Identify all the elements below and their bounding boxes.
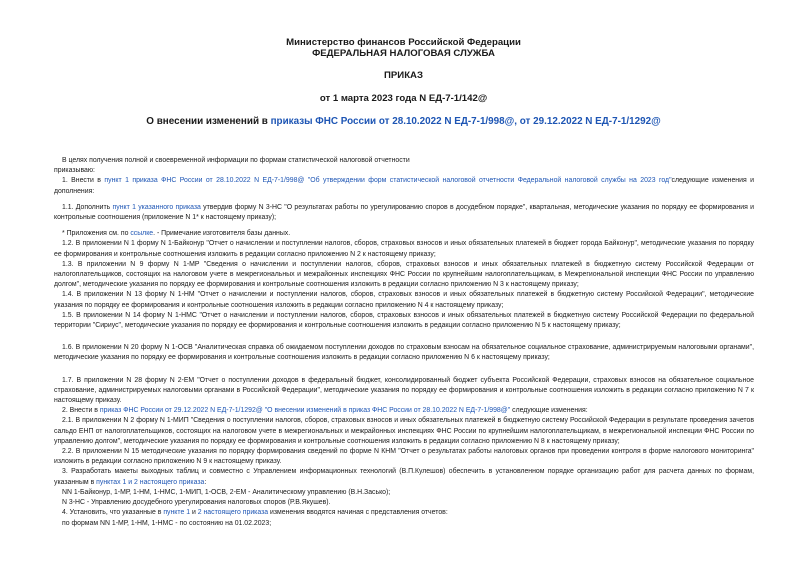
link-order-title[interactable]: "Об утверждении форм статистической налоговой отчетности Федеральной налоговой службы на 2023 год"	[307, 177, 672, 185]
document-body	[54, 156, 754, 529]
paragraph-3: 3. Разработать макеты выходных таблиц и совместно с Управлением информационных технологий (В.П.Кулешов) обеспечить в установленном порядке организацию работ для расчета данных по формам, указанным в пунктах 1 и 2 настоящего приказа:	[54, 468, 754, 486]
subject-link[interactable]: приказы ФНС России от 28.10.2022 N ЕД-7-1/998@, от 29.12.2022 N ЕД-7-1/1292@	[270, 116, 661, 127]
paragraph-2-2: 2.2. В приложении N 15 методические указания по порядку формирования сведений по форме N КНМ "Отчет о результатах работы налоговых органов при проведении контроля в форме налогового мониторинга" изложить в редакции согласно приложению N 9 к настоящему приказу.	[54, 448, 754, 466]
paragraph-1-5: 1.5. В приложении N 14 форму N 1-НМС "Отчет о начислении и поступлении налогов, сборов, страховых взносов и иных обязательных платежей в бюджетную систему Российской Федерации по федеральной территории "Сириус", методические указания по порядку ее формирования и контрольные соотношения изложить в редакции согласно приложению N 5 к настоящему приказу;	[54, 311, 754, 330]
intro-paragraph: В целях получения полной и своевременной информации по формам статистической налоговой отчетности	[62, 157, 410, 164]
link-point-1-p4[interactable]: пункте 1	[163, 509, 191, 517]
paragraph-1-6: 1.6. В приложении N 20 форму N 1-ОСВ "Аналитическая справка об ожидаемом поступлении доходов по страховым взносам на обязательное социальное страхование, администрируемым налоговыми органами", методические указания по порядку ее формирования и контрольные соотношения изложить в редакции согласно приложению N 6 к настоящему приказу;	[54, 344, 754, 362]
footnote: * Приложения см. по ссылке. - Примечание изготовителя базы данных.	[62, 230, 291, 238]
document-type: ПРИКАЗ	[384, 70, 423, 81]
service-name: ФЕДЕРАЛЬНАЯ НАЛОГОВАЯ СЛУЖБА	[312, 48, 495, 59]
paragraph-1: 1. Внести в пункт 1 приказа ФНС России от 28.10.2022 N ЕД-7-1/998@ "Об утверждении форм статистической налоговой отчетности Федеральной налоговой службы на 2023 год"следующие изменения и дополнения:	[54, 177, 754, 195]
document-subject	[0, 116, 807, 128]
paragraph-1-4: 1.4. В приложении N 13 форму N 1-НМ "Отчет о начислении и поступлении налогов, сборов, страховых взносов и иных обязательных платежей в бюджетную систему Российской Федерации", методические указания по порядку ее формирования и контрольные соотношения изложить в редакции согласно приложению N 4 к настоящему приказу;	[54, 291, 754, 309]
link-point-2-p4[interactable]: 2 настоящего приказа	[197, 509, 269, 517]
subject-prefix: О внесении изменений в	[146, 116, 271, 127]
order-word: приказываю:	[54, 167, 95, 175]
link-order-1292[interactable]: приказ ФНС России от 29.12.2022 N ЕД-7-1/1292@	[99, 407, 263, 415]
link-appendix[interactable]: ссылке	[130, 230, 154, 238]
paragraph-4-forms: по формам NN 1-МР, 1-НМ, 1-НМС - по состоянию на 01.02.2023;	[62, 519, 272, 527]
forms-list-analytics: NN 1-Байконур, 1-МР, 1-НМ, 1-НМС, 1-МИП, 1-ОСВ, 2-ЕМ - Аналитическому управлению (В.Н.Засько);	[62, 488, 391, 496]
link-order-1292-title[interactable]: "О внесении изменений в приказ ФНС России от 28.10.2022 N ЕД-7-1/998@"	[264, 407, 511, 415]
paragraph-1-7: 1.7. В приложении N 28 форму N 2-ЕМ "Отчет о поступлении доходов в федеральный бюджет, консолидированный бюджет субъекта Российской Федерации, страховых взносов на обязательное социальное страхование, администрируемых налоговыми органами в Российской Федерации", методические указания по порядку ее формирования и контрольные соотношения изложить в редакции согласно приложению N 7 к настоящему приказу.	[54, 376, 754, 405]
paragraph-2-1: 2.1. В приложении N 2 форму N 1-МИП "Сведения о поступлении налогов, сборов, страховых взносов и иных обязательных платежей в бюджетную систему Российской Федерации в результате проведения зачетов сальдо ЕНП от налогоплательщиков, состоящих на налоговом учете в межрегиональных и межрайонных инспекциях ФНС России по крупнейшим налогоплательщикам, в межрегиональной инспекции ФНС России по управлению долгом", методические указания по порядку ее формирования и контрольные соотношения изложить в редакции согласно приложению N 8 к настоящему приказу;	[54, 417, 754, 445]
ministry-name: Министерство финансов Российской Федерации	[286, 37, 521, 48]
link-order-998-p1[interactable]: пункт 1 приказа ФНС России от 28.10.2022 N ЕД-7-1/998@	[104, 177, 305, 185]
paragraph-1-1: 1.1. Дополнить пункт 1 указанного приказа утвердив форму N 3-НС "О результатах работы по урегулированию споров в досудебном порядке", квартальная, методические указания по порядку ее формирования и контрольные соотношения (приложение N 1* к настоящему приказу);	[54, 203, 754, 222]
document-date-number: от 1 марта 2023 года N ЕД-7-1/142@	[319, 93, 488, 104]
paragraph-2: 2. Внести в приказ ФНС России от 29.12.2022 N ЕД-7-1/1292@ "О внесении изменений в приказ ФНС России от 28.10.2022 N ЕД-7-1/998@" следующие изменения:	[62, 407, 588, 415]
paragraph-1-2: 1.2. В приложении N 1 форму N 1-Байконур "Отчет о начислении и поступлении налогов, сборов, страховых взносов и иных обязательных платежей в бюджет города Байконур", методические указания по порядку ее формирования и контрольные соотношения изложить в редакции согласно приложению N 2 к настоящему приказу;	[54, 240, 754, 258]
paragraph-1-3: 1.3. В приложении N 9 форму N 1-МР "Сведения о начислении и поступлении налогов, сборов, страховых взносов и иных обязательных платежей в бюджетную систему Российской Федерации от налогоплательщиков, состоящих на налоговом учете в межрегиональных и межрайонных инспекциях ФНС России по крупнейшим налогоплательщикам, в Межрегиональной инспекции ФНС России по управлению долгом", методические указания по порядку ее формирования и контрольные соотношения изложить в редакции согласно приложению N 3 к настоящему приказу;	[54, 260, 754, 289]
link-point-1[interactable]: пункт 1 указанного приказа	[112, 203, 201, 211]
paragraph-4: 4. Установить, что указанные в пункте 1 и 2 настоящего приказа изменения вводятся начиная с представления отчетов:	[62, 509, 448, 517]
forms-list-disputes: N 3-НС - Управлению досудебного урегулирования налоговых споров (Р.В.Якушев).	[62, 499, 331, 507]
link-points-1-2[interactable]: пунктах 1 и 2 настоящего приказа	[96, 478, 205, 486]
